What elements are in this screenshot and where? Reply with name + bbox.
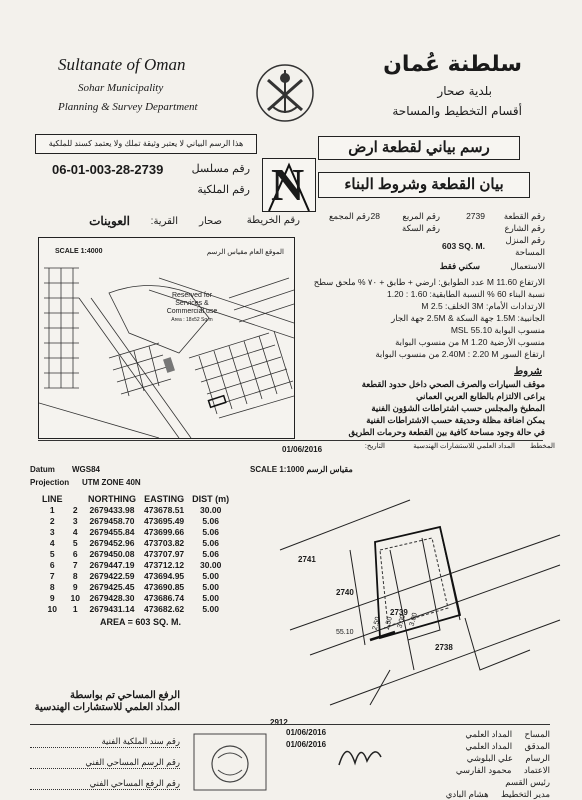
area-value: 603 SQ. M. xyxy=(442,241,485,251)
table-cell: 10 xyxy=(70,593,80,603)
signatory-name: علي البلوشي xyxy=(466,753,513,763)
table-cell: 473678.51 xyxy=(143,505,185,515)
table-cell: 473703.82 xyxy=(143,538,185,548)
table-cell: 8 xyxy=(49,582,55,592)
survey-by-line: الرفع المساحي تم بواسطة xyxy=(70,690,180,701)
note-item: موقف السيارات والصرف الصحي داخل حدود القطعة xyxy=(361,379,545,389)
plot-number-label: رقم القطعة xyxy=(503,211,545,221)
note-item: المطبخ والمجلس حسب اشتراطات الشؤون الفنية xyxy=(371,403,545,413)
table-cell: 3 xyxy=(49,527,55,537)
area-label: المساحة xyxy=(515,247,545,257)
signatory-role: الاعتماد xyxy=(523,765,550,775)
table-cell: 2 xyxy=(49,516,55,526)
table-cell: 6 xyxy=(72,549,78,559)
table-cell: 473712.12 xyxy=(143,560,185,570)
table-cell: 8 xyxy=(72,571,78,581)
reserved-line: Services & xyxy=(175,300,209,307)
table-cell: 5.06 xyxy=(202,549,219,559)
condition-gate-level: منسوب البوابة 55.10 MSL xyxy=(450,325,545,335)
village-name: العوينات xyxy=(89,214,130,228)
header-title-ar: سلطنة عُمان xyxy=(383,52,522,77)
header-title-en: Sultanate of Oman xyxy=(58,55,186,74)
table-cell: 30.00 xyxy=(200,560,222,570)
table-row xyxy=(38,549,233,560)
notes-title: شروط xyxy=(514,366,542,377)
table-cell: 5.00 xyxy=(202,604,219,614)
signatory-row xyxy=(410,764,550,776)
header-municipality-ar: بلدية صحار xyxy=(437,84,492,98)
signatory-role: مدير التخطيط xyxy=(500,789,550,799)
condition-setback-front: الارتدادات الأمام: 3M الخلف: 2.5 M xyxy=(421,301,545,311)
table-cell: 5 xyxy=(72,538,78,548)
survey-by-line: المداد العلمي للاستشارات الهندسية xyxy=(34,702,180,713)
table-cell: 2679431.14 xyxy=(89,604,135,614)
disclaimer-text: هذا الرسم البياني لا يعتبر وثيقة تملك ولا يعتمد كسند للملكية xyxy=(48,139,244,148)
table-cell: 5 xyxy=(49,549,55,559)
table-cell: 7 xyxy=(72,560,78,570)
table-cell: 5.00 xyxy=(202,582,219,592)
alley-number-label: رقم السكة xyxy=(402,223,440,233)
key-map-plot-marker xyxy=(163,357,175,373)
table-cell: 473695.49 xyxy=(143,516,185,526)
condition-setback-side: الجانبية: 1.5M جهة السكة & 2.5M جهة الجار xyxy=(391,313,545,323)
sign-date: 01/06/2016 xyxy=(286,740,327,749)
street-number-label: رقم الشارع xyxy=(504,223,545,233)
planner-office: المداد العلمي للاستشارات الهندسية xyxy=(413,443,515,450)
col-header xyxy=(67,494,84,505)
key-map-scale: SCALE 1:4000 xyxy=(55,248,103,255)
section-divider xyxy=(38,440,543,441)
table-cell: 2679458.70 xyxy=(89,516,135,526)
condition-wall-height: ارتفاع السور 2.40M : 2.20 M من منسوب البوابة xyxy=(375,349,545,359)
signatory-name: المداد العلمي xyxy=(465,741,513,751)
condition-floor-level: منسوب الأرضية 1.20 M من منسوب البوابة xyxy=(395,337,545,347)
table-row xyxy=(38,516,233,527)
official-stamp-icon xyxy=(190,728,270,798)
key-map-drawing xyxy=(39,238,294,438)
sign-date: 01/06/2016 xyxy=(286,728,327,737)
signatories-block xyxy=(410,728,550,800)
area-total: AREA = 603 SQ. M. xyxy=(100,617,181,627)
planner-label: المخطط xyxy=(529,443,555,450)
serial-number-value: 06-01-003-28-2739 xyxy=(52,162,164,177)
table-row xyxy=(38,560,233,571)
planner-date-label: التاريخ: xyxy=(364,443,385,450)
table-cell: 5.06 xyxy=(202,516,219,526)
survey-ref-line: رقم الرسم المساحي الفني xyxy=(30,756,180,769)
col-header: EASTING xyxy=(144,494,185,504)
lot-2739: 2739 xyxy=(390,608,408,617)
table-cell: 4 xyxy=(49,538,55,548)
table-cell: 6 xyxy=(49,560,55,570)
survey-refs-block xyxy=(30,735,180,790)
lot-2738: 2738 xyxy=(435,643,453,652)
table-row xyxy=(38,604,233,615)
planner-date: 01/06/2016 xyxy=(282,445,323,454)
doc-title: رسم بياني لقطعة ارض xyxy=(348,139,490,156)
table-row xyxy=(38,538,233,549)
table-cell: 2679455.84 xyxy=(89,527,135,537)
table-cell: 30.00 xyxy=(200,505,222,515)
lot-2740: 2740 xyxy=(336,588,354,597)
projection-value: UTM ZONE 40N xyxy=(82,478,141,487)
condition-height: الارتفاع 11.60 M عدد الطوابق: ارضي + طابق + ٧٠ % ملحق سطح xyxy=(313,277,545,287)
col-header: NORTHING xyxy=(87,494,136,504)
reserved-line: Commercial use xyxy=(166,308,218,315)
plot-number-value: 2739 xyxy=(466,211,485,221)
serial-number-label: رقم مسلسل xyxy=(191,163,250,175)
survey-ref-line: رقم الرفع المساحي الفني xyxy=(30,777,180,790)
signatory-role: رئيس القسم xyxy=(505,777,550,787)
table-cell: 10 xyxy=(47,604,57,614)
reserved-line: Area : 18x52 Sq.m xyxy=(171,317,213,323)
table-cell: 473707.97 xyxy=(143,549,185,559)
table-row xyxy=(38,593,233,604)
coordinates-table xyxy=(38,494,233,615)
coordinates-table-wrap xyxy=(38,494,233,627)
signatory-row xyxy=(410,752,550,764)
disclaimer-box xyxy=(35,134,257,154)
datum-value: WGS84 xyxy=(72,465,101,474)
oman-emblem-icon xyxy=(250,58,320,128)
table-cell: 473699.66 xyxy=(143,527,185,537)
table-cell: 2679422.59 xyxy=(89,571,135,581)
ownership-number-label: رقم الملكية xyxy=(197,184,250,196)
table-cell: 3 xyxy=(72,516,78,526)
survey-by-block xyxy=(30,690,180,714)
north-arrow-box xyxy=(262,158,316,212)
table-cell: 473694.95 xyxy=(143,571,185,581)
table-cell: 2 xyxy=(72,505,78,515)
doc-subtitle: بيان القطعة وشروط البناء xyxy=(344,176,504,193)
dim-label: 3.00 xyxy=(408,612,419,627)
map-number-label: رقم الخريطة xyxy=(246,215,300,226)
condition-ratio: نسبة البناء 60 % النسبة الطابقية: 1.60 : 1.20 xyxy=(386,289,545,299)
signatory-role: المدقق xyxy=(524,741,550,751)
table-cell: 473686.74 xyxy=(143,593,185,603)
signatory-row xyxy=(410,728,550,740)
table-cell: 1 xyxy=(72,604,78,614)
signatory-name: محمود الفارسي xyxy=(455,765,512,775)
table-row xyxy=(38,527,233,538)
col-header: LINE xyxy=(42,494,63,504)
square-number-label: رقم المربع xyxy=(402,211,440,221)
reserved-line: Reserved for xyxy=(171,292,213,299)
notes-block xyxy=(300,378,545,438)
signatory-role: الرسام xyxy=(525,753,550,763)
north-letter: N xyxy=(271,159,305,210)
table-cell: 2679450.08 xyxy=(89,549,135,559)
note-item: يمكن اضافة مظلة وحديقة حسب الاشتراطات الفنية xyxy=(366,415,545,425)
table-row xyxy=(38,571,233,582)
gate-level-label: 55.10 xyxy=(336,629,354,636)
lot-2912: 2912 xyxy=(270,718,288,727)
table-cell: 5.00 xyxy=(202,593,219,603)
projection-label: Projection xyxy=(30,478,70,487)
header-department-en: Planning & Survey Department xyxy=(58,101,198,113)
village-label: القرية: xyxy=(150,216,178,227)
note-item: يراعى الالتزام بالطابع العربي العماني xyxy=(416,391,545,401)
usage-label: الاستعمال xyxy=(510,261,545,271)
table-cell: 473690.85 xyxy=(143,582,185,592)
detail-plan-drawing xyxy=(270,490,570,710)
table-cell: 2679425.45 xyxy=(89,582,135,592)
header-municipality-en: Sohar Municipality xyxy=(78,82,164,94)
table-cell: 2679433.98 xyxy=(89,505,135,515)
table-cell: 9 xyxy=(49,593,55,603)
table-cell: 473682.62 xyxy=(143,604,185,614)
house-number-label: رقم المنزل xyxy=(505,235,545,245)
signatory-row xyxy=(410,788,550,800)
table-cell: 5.06 xyxy=(202,527,219,537)
signature-scribble-icon xyxy=(335,735,385,775)
reserved-area-label xyxy=(157,292,227,324)
table-row xyxy=(38,505,233,516)
table-cell: 9 xyxy=(72,582,78,592)
table-cell: 2679447.19 xyxy=(89,560,135,570)
usage-value: سكني فقط xyxy=(439,261,480,271)
square-number-value: 28 xyxy=(370,211,380,221)
signatory-row xyxy=(410,740,550,752)
detail-scale: SCALE 1:1000 مقياس الرسم xyxy=(250,465,353,474)
table-cell: 5.06 xyxy=(202,538,219,548)
table-cell: 5.00 xyxy=(202,571,219,581)
bottom-divider xyxy=(30,724,550,725)
datum-label: Datum xyxy=(30,465,55,474)
table-cell: 1 xyxy=(49,505,55,515)
table-header-row xyxy=(38,494,233,505)
signatory-role: المساح xyxy=(524,729,550,739)
signatory-name: المداد العلمي xyxy=(465,729,513,739)
complex-number-label: رقم المجمع xyxy=(329,211,370,221)
table-cell: 2679452.96 xyxy=(89,538,135,548)
note-item: في حالة وجود مساحة كافية بين القطعة وحرمات الطريق xyxy=(348,427,545,437)
col-header: DIST (m) xyxy=(192,494,230,504)
key-map-general-location: الموقع العام مقياس الرسم xyxy=(206,249,284,256)
doc-title-box xyxy=(318,136,520,160)
plot-info-block xyxy=(315,210,545,370)
dim-label: 2.50 xyxy=(371,616,382,631)
survey-ref-line: رقم سند الملكية الفنية xyxy=(30,735,180,748)
table-cell: 4 xyxy=(72,527,78,537)
subtitle-box xyxy=(318,172,530,198)
table-cell: 2679428.30 xyxy=(89,593,135,603)
signatory-row xyxy=(410,776,550,788)
header-department-ar: أقسام التخطيط والمساحة xyxy=(392,104,522,118)
dim-label: 1.50 xyxy=(383,616,394,631)
table-cell: 7 xyxy=(49,571,55,581)
signatory-name: هشام البادي xyxy=(445,789,489,799)
table-row xyxy=(38,582,233,593)
dim-label: 3.00 xyxy=(396,614,407,629)
lot-2741: 2741 xyxy=(298,555,316,564)
wilayat-name: صحار xyxy=(199,216,222,227)
key-map xyxy=(38,237,295,439)
